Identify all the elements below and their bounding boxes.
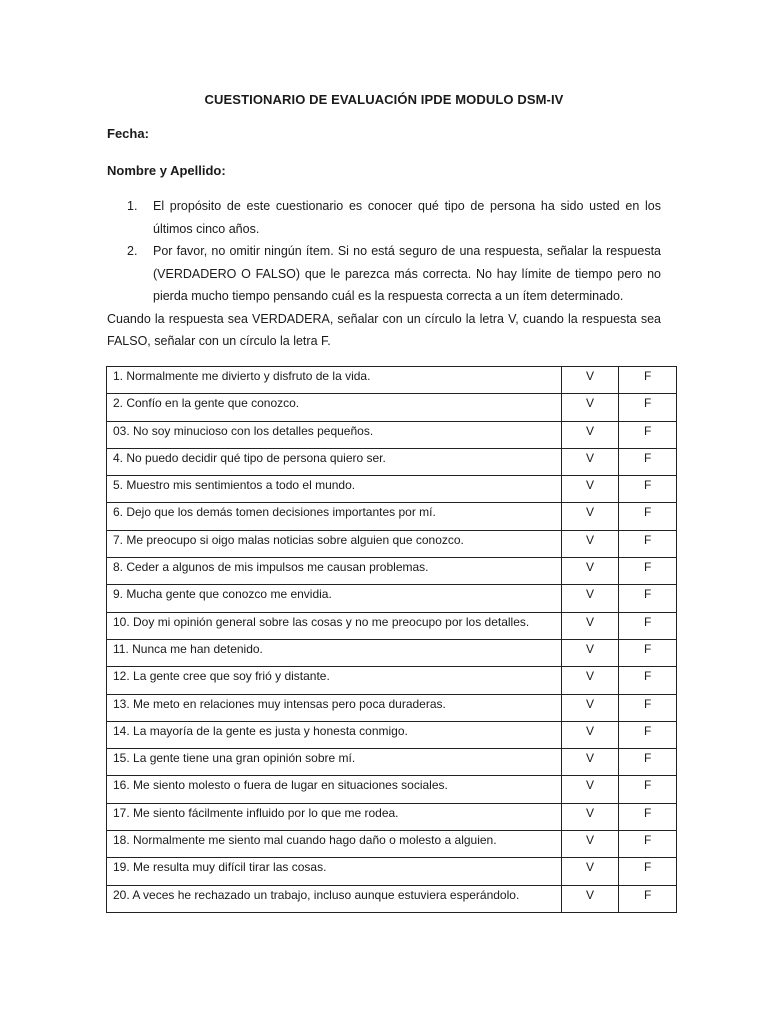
answer-v-option[interactable]: V — [561, 612, 619, 639]
question-text: 19. Me resulta muy difícil tirar las cosas. — [107, 858, 562, 885]
answer-f-option[interactable]: F — [619, 530, 677, 557]
question-row — [107, 667, 677, 694]
question-row — [107, 831, 677, 858]
question-row — [107, 639, 677, 666]
question-text: 4. No puedo decidir qué tipo de persona quiero ser. — [107, 448, 562, 475]
question-text: 16. Me siento molesto o fuera de lugar en situaciones sociales. — [107, 776, 562, 803]
question-text: 03. No soy minucioso con los detalles pequeños. — [107, 421, 562, 448]
answer-f-option[interactable]: F — [619, 721, 677, 748]
instruction-number: 1. — [127, 199, 138, 213]
instruction-paragraph: Cuando la respuesta sea VERDADERA, señalar con un círculo la letra V, cuando la respuesta sea FALSO, señalar con un círculo la letra F. — [107, 311, 661, 348]
answer-v-option[interactable]: V — [561, 694, 619, 721]
question-text: 2. Confío en la gente que conozco. — [107, 394, 562, 421]
answer-v-option[interactable]: V — [561, 585, 619, 612]
question-row — [107, 530, 677, 557]
answer-f-option[interactable]: F — [619, 694, 677, 721]
instruction-item — [107, 195, 661, 240]
answer-f-option[interactable]: F — [619, 749, 677, 776]
answer-v-option[interactable]: V — [561, 476, 619, 503]
question-row — [107, 394, 677, 421]
instruction-text: El propósito de este cuestionario es conocer qué tipo de persona ha sido usted en los últimos cinco años. — [153, 199, 661, 236]
question-row — [107, 503, 677, 530]
answer-f-option[interactable]: F — [619, 394, 677, 421]
answer-f-option[interactable]: F — [619, 421, 677, 448]
question-row — [107, 448, 677, 475]
question-row — [107, 421, 677, 448]
answer-v-option[interactable]: V — [561, 721, 619, 748]
question-row — [107, 721, 677, 748]
question-text: 18. Normalmente me siento mal cuando hago daño o molesto a alguien. — [107, 831, 562, 858]
nombre-label: Nombre y Apellido: — [107, 163, 226, 178]
question-row — [107, 776, 677, 803]
answer-f-option[interactable]: F — [619, 612, 677, 639]
answer-v-option[interactable]: V — [561, 885, 619, 912]
answer-v-option[interactable]: V — [561, 749, 619, 776]
questionnaire-table — [106, 366, 677, 913]
answer-v-option[interactable]: V — [561, 367, 619, 394]
question-text: 11. Nunca me han detenido. — [107, 639, 562, 666]
question-row — [107, 585, 677, 612]
answer-f-option[interactable]: F — [619, 776, 677, 803]
question-row — [107, 476, 677, 503]
answer-f-option[interactable]: F — [619, 803, 677, 830]
answer-v-option[interactable]: V — [561, 831, 619, 858]
question-text: 9. Mucha gente que conozco me envidia. — [107, 585, 562, 612]
question-row — [107, 558, 677, 585]
question-text: 13. Me meto en relaciones muy intensas pero poca duraderas. — [107, 694, 562, 721]
question-text: 7. Me preocupo si oigo malas noticias sobre alguien que conozco. — [107, 530, 562, 557]
answer-f-option[interactable]: F — [619, 476, 677, 503]
answer-v-option[interactable]: V — [561, 558, 619, 585]
answer-f-option[interactable]: F — [619, 667, 677, 694]
question-text: 10. Doy mi opinión general sobre las cosas y no me preocupo por los detalles. — [107, 612, 562, 639]
answer-v-option[interactable]: V — [561, 503, 619, 530]
answer-v-option[interactable]: V — [561, 394, 619, 421]
instruction-text: Por favor, no omitir ningún ítem. Si no está seguro de una respuesta, señalar la respuesta (VERDADERO O FALSO) que le parezca más correcta. No hay límite de tiempo pero no pierda mucho tiempo pensando cuál es la respuesta correcta a un ítem determinado. — [153, 244, 661, 303]
questionnaire-body — [107, 367, 677, 913]
instruction-number: 2. — [127, 244, 138, 258]
answer-f-option[interactable]: F — [619, 367, 677, 394]
question-text: 15. La gente tiene una gran opinión sobre mí. — [107, 749, 562, 776]
answer-v-option[interactable]: V — [561, 530, 619, 557]
answer-v-option[interactable]: V — [561, 776, 619, 803]
question-text: 8. Ceder a algunos de mis impulsos me causan problemas. — [107, 558, 562, 585]
question-row — [107, 694, 677, 721]
question-text: 14. La mayoría de la gente es justa y honesta conmigo. — [107, 721, 562, 748]
instruction-item — [107, 240, 661, 308]
question-row — [107, 749, 677, 776]
fecha-label: Fecha: — [107, 126, 149, 141]
question-text: 6. Dejo que los demás tomen decisiones importantes por mí. — [107, 503, 562, 530]
answer-f-option[interactable]: F — [619, 885, 677, 912]
question-row — [107, 803, 677, 830]
question-row — [107, 612, 677, 639]
question-text: 1. Normalmente me divierto y disfruto de la vida. — [107, 367, 562, 394]
question-row — [107, 885, 677, 912]
question-row — [107, 367, 677, 394]
answer-f-option[interactable]: F — [619, 448, 677, 475]
answer-f-option[interactable]: F — [619, 858, 677, 885]
question-text: 12. La gente cree que soy frió y distante. — [107, 667, 562, 694]
question-row — [107, 858, 677, 885]
question-text: 20. A veces he rechazado un trabajo, incluso aunque estuviera esperándolo. — [107, 885, 562, 912]
answer-f-option[interactable]: F — [619, 585, 677, 612]
answer-f-option[interactable]: F — [619, 639, 677, 666]
instructions — [107, 195, 661, 353]
answer-v-option[interactable]: V — [561, 448, 619, 475]
answer-f-option[interactable]: F — [619, 558, 677, 585]
answer-f-option[interactable]: F — [619, 831, 677, 858]
answer-v-option[interactable]: V — [561, 639, 619, 666]
answer-f-option[interactable]: F — [619, 503, 677, 530]
question-text: 17. Me siento fácilmente influido por lo que me rodea. — [107, 803, 562, 830]
answer-v-option[interactable]: V — [561, 858, 619, 885]
answer-v-option[interactable]: V — [561, 803, 619, 830]
document-title: CUESTIONARIO DE EVALUACIÓN IPDE MODULO DSM-IV — [204, 92, 564, 107]
question-text: 5. Muestro mis sentimientos a todo el mundo. — [107, 476, 562, 503]
answer-v-option[interactable]: V — [561, 421, 619, 448]
answer-v-option[interactable]: V — [561, 667, 619, 694]
